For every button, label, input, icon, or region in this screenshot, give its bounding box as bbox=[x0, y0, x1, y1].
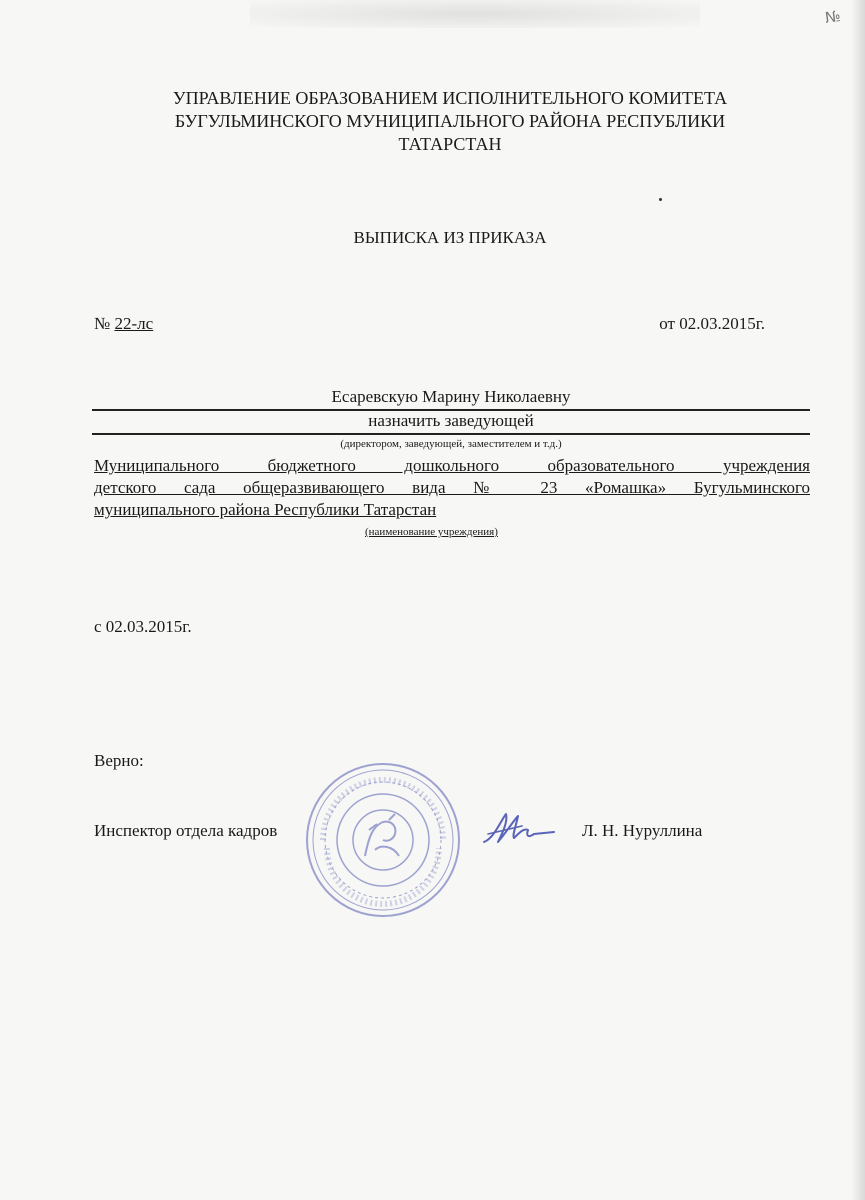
signer-name: Л. Н. Нуруллина bbox=[582, 821, 703, 840]
issuer-line-1: УПРАВЛЕНИЕ ОБРАЗОВАНИЕМ ИСПОЛНИТЕЛЬНОГО КОМИТЕТА bbox=[172, 88, 728, 108]
official-seal-icon bbox=[303, 760, 463, 920]
order-date: от 02.03.2015г. bbox=[659, 314, 765, 333]
scan-speck bbox=[659, 198, 662, 201]
order-number-prefix: № bbox=[94, 314, 115, 333]
effective-date: с 02.03.2015г. bbox=[94, 617, 192, 636]
signer-position: Инспектор отдела кадров bbox=[94, 821, 278, 840]
order-number-value: 22-лс bbox=[114, 314, 154, 333]
scan-shadow bbox=[250, 0, 700, 28]
appointee-name: Есаревскую Марину Николаевну bbox=[92, 387, 810, 411]
institution-name bbox=[94, 455, 810, 521]
appointment-action: назначить заведующей bbox=[92, 411, 810, 435]
issuer-line-2: БУГУЛЬМИНСКОГО МУНИЦИПАЛЬНОГО РАЙОНА РЕСПУБЛИКИ bbox=[174, 111, 726, 131]
handwritten-signature-icon bbox=[478, 808, 558, 850]
issuer-line-3: ТАТАРСТАН bbox=[398, 134, 502, 154]
issuer-header bbox=[90, 87, 810, 156]
corner-handwritten-mark: № bbox=[824, 7, 843, 27]
position-hint: (директором, заведующей, заместителем и т.д.) bbox=[340, 438, 562, 450]
document-title: ВЫПИСКА ИЗ ПРИКАЗА bbox=[353, 228, 547, 247]
institution-line-1: Муниципального бюджетного дошкольного образовательного учреждения bbox=[94, 456, 810, 475]
order-number bbox=[94, 314, 153, 334]
institution-line-2: детского сада общеразвивающего вида № 23 «Ромашка» Бугульминского bbox=[94, 478, 810, 497]
scan-edge bbox=[851, 0, 865, 1200]
institution-hint: (наименование учреждения) bbox=[365, 526, 498, 538]
verified-label: Верно: bbox=[94, 751, 144, 770]
institution-line-3: муниципального района Республики Татарстан bbox=[94, 500, 437, 519]
